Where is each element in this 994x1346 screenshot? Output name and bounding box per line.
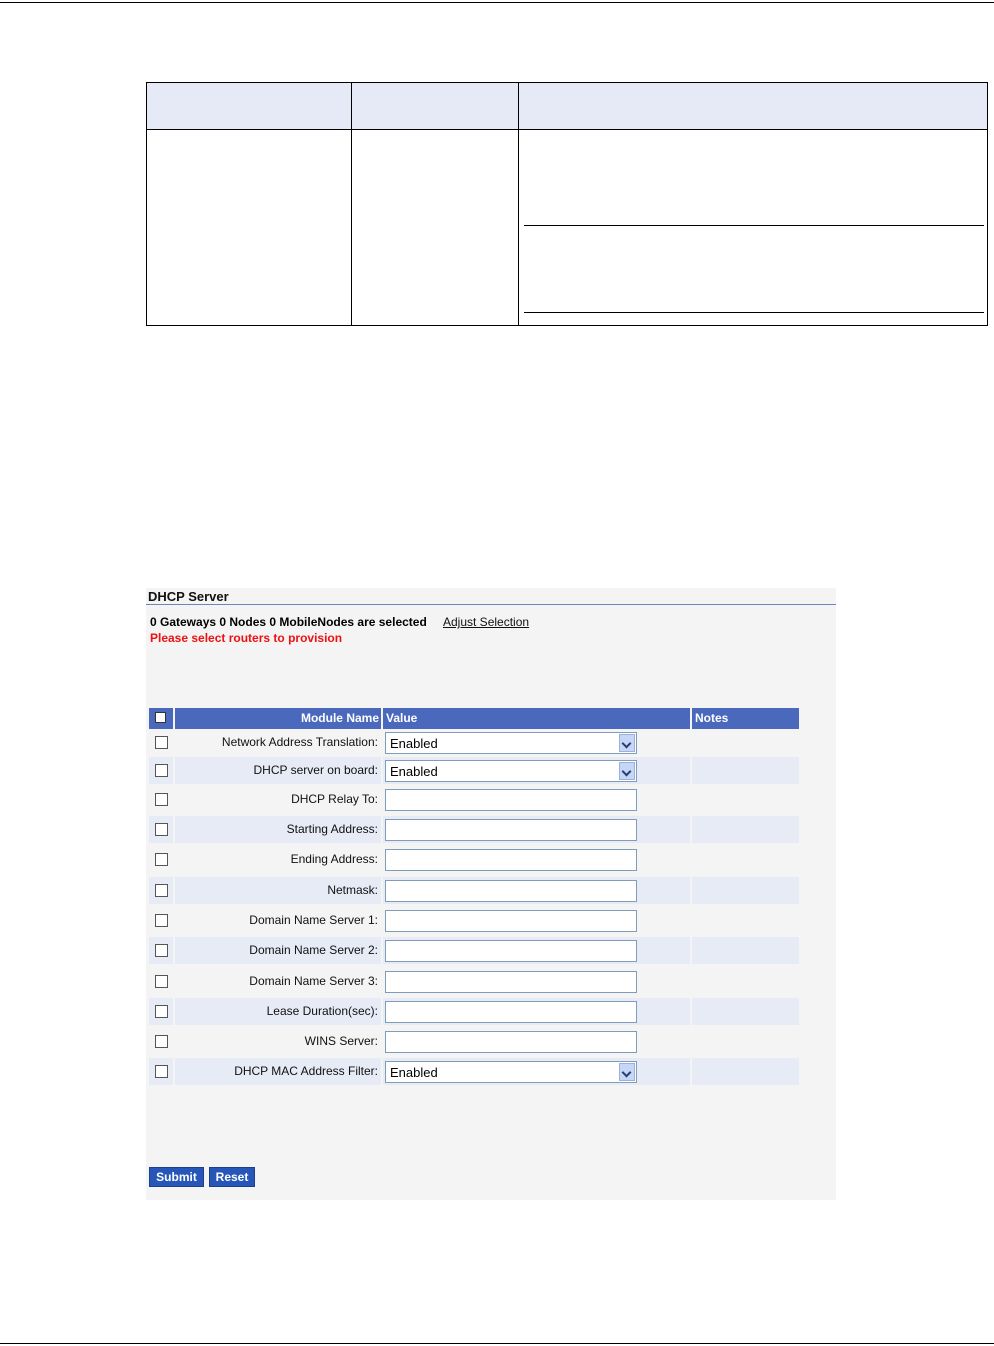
adjust-selection-link[interactable]: Adjust Selection <box>443 615 530 629</box>
value-cell <box>383 907 690 934</box>
notes-cell <box>692 846 799 873</box>
row-checkbox-cell <box>149 1058 173 1085</box>
dhcp-server-panel <box>146 588 836 1200</box>
module-label: Lease Duration(sec): <box>266 1004 378 1018</box>
value-input[interactable] <box>385 849 637 871</box>
module-label: Starting Address: <box>286 822 378 836</box>
row-checkbox[interactable] <box>155 944 168 957</box>
value-cell <box>383 757 690 784</box>
select-value: Enabled <box>390 764 438 779</box>
document-table <box>146 82 988 326</box>
row-checkbox[interactable] <box>155 823 168 836</box>
row-checkbox[interactable] <box>155 853 168 866</box>
module-name-cell <box>175 786 381 813</box>
row-checkbox-cell <box>149 968 173 995</box>
table-row <box>149 998 799 1025</box>
panel-title-rule <box>146 604 836 605</box>
module-label: Domain Name Server 3: <box>249 974 378 988</box>
value-cell <box>383 877 690 904</box>
submit-button[interactable]: Submit <box>149 1167 204 1187</box>
row-checkbox[interactable] <box>155 1005 168 1018</box>
notes-cell <box>692 729 799 756</box>
document-table-divider <box>518 83 519 325</box>
notes-cell <box>692 1058 799 1085</box>
row-checkbox[interactable] <box>155 764 168 777</box>
row-checkbox-cell <box>149 816 173 843</box>
warning-message: Please select routers to provision <box>150 631 343 645</box>
row-checkbox-cell <box>149 729 173 756</box>
module-label: Network Address Translation: <box>221 735 378 749</box>
row-checkbox[interactable] <box>155 736 168 749</box>
select-value: Enabled <box>390 736 438 751</box>
select-value: Enabled <box>390 1065 438 1080</box>
header-notes: Notes <box>692 708 799 729</box>
row-checkbox-cell <box>149 907 173 934</box>
value-cell <box>383 816 690 843</box>
notes-cell <box>692 1028 799 1055</box>
value-input[interactable] <box>385 789 637 811</box>
value-cell <box>383 846 690 873</box>
table-row <box>149 968 799 995</box>
module-label: WINS Server: <box>304 1034 378 1048</box>
table-row <box>149 729 799 756</box>
table-row <box>149 786 799 813</box>
value-cell <box>383 729 690 756</box>
value-cell <box>383 937 690 964</box>
header-checkbox-cell <box>149 708 173 729</box>
document-table-divider <box>351 83 352 325</box>
row-checkbox-cell <box>149 1028 173 1055</box>
select-all-checkbox[interactable] <box>155 712 166 723</box>
notes-cell <box>692 998 799 1025</box>
table-row <box>149 907 799 934</box>
table-row <box>149 1058 799 1085</box>
row-checkbox-cell <box>149 846 173 873</box>
value-select[interactable] <box>385 732 637 754</box>
selection-status: 0 Gateways 0 Nodes 0 MobileNodes are selected <box>150 615 427 629</box>
table-row <box>149 757 799 784</box>
row-checkbox-cell <box>149 757 173 784</box>
header-value: Value <box>383 708 690 729</box>
value-input[interactable] <box>385 1031 637 1053</box>
module-name-cell <box>175 877 381 904</box>
value-input[interactable] <box>385 940 637 962</box>
table-row <box>149 1028 799 1055</box>
page-bottom-rule <box>0 1343 994 1344</box>
notes-cell <box>692 816 799 843</box>
row-checkbox[interactable] <box>155 884 168 897</box>
chevron-down-icon[interactable] <box>619 1063 635 1081</box>
document-table-header <box>147 83 987 130</box>
value-cell <box>383 1058 690 1085</box>
table-row <box>149 877 799 904</box>
row-checkbox-cell <box>149 998 173 1025</box>
page-top-rule <box>0 2 994 3</box>
header-module-name: Module Name <box>175 708 381 729</box>
notes-cell <box>692 877 799 904</box>
module-label: DHCP Relay To: <box>291 792 378 806</box>
row-checkbox-cell <box>149 786 173 813</box>
table-row <box>149 816 799 843</box>
row-checkbox[interactable] <box>155 975 168 988</box>
module-name-cell <box>175 968 381 995</box>
module-name-cell <box>175 729 381 756</box>
notes-cell <box>692 786 799 813</box>
module-label: DHCP MAC Address Filter: <box>234 1064 378 1078</box>
row-checkbox-cell <box>149 937 173 964</box>
module-label: Domain Name Server 2: <box>249 943 378 957</box>
row-checkbox[interactable] <box>155 1065 168 1078</box>
module-name-cell <box>175 907 381 934</box>
module-name-cell <box>175 1028 381 1055</box>
module-name-cell <box>175 846 381 873</box>
module-label: Ending Address: <box>290 852 378 866</box>
module-name-cell <box>175 1058 381 1085</box>
module-name-cell <box>175 816 381 843</box>
notes-cell <box>692 968 799 995</box>
row-checkbox-cell <box>149 877 173 904</box>
value-input[interactable] <box>385 910 637 932</box>
value-select[interactable] <box>385 1061 637 1083</box>
table-row <box>149 937 799 964</box>
module-label: DHCP server on board: <box>253 763 378 777</box>
table-header <box>149 708 799 729</box>
value-input[interactable] <box>385 1001 637 1023</box>
row-checkbox[interactable] <box>155 914 168 927</box>
module-name-cell <box>175 757 381 784</box>
document-table-subrule <box>524 312 984 313</box>
module-label: Netmask: <box>327 883 378 897</box>
module-name-cell <box>175 998 381 1025</box>
notes-cell <box>692 907 799 934</box>
panel-title: DHCP Server <box>148 589 229 604</box>
value-cell <box>383 786 690 813</box>
value-cell <box>383 968 690 995</box>
notes-cell <box>692 937 799 964</box>
row-checkbox[interactable] <box>155 793 168 806</box>
chevron-down-icon[interactable] <box>619 762 635 780</box>
document-table-subrule <box>524 225 984 226</box>
notes-cell <box>692 757 799 784</box>
value-select[interactable] <box>385 760 637 782</box>
value-input[interactable] <box>385 971 637 993</box>
module-label: Domain Name Server 1: <box>249 913 378 927</box>
chevron-down-icon[interactable] <box>619 734 635 752</box>
value-input[interactable] <box>385 819 637 841</box>
table-row <box>149 846 799 873</box>
row-checkbox[interactable] <box>155 1035 168 1048</box>
value-cell <box>383 1028 690 1055</box>
value-input[interactable] <box>385 880 637 902</box>
value-cell <box>383 998 690 1025</box>
reset-button[interactable]: Reset <box>209 1167 255 1187</box>
module-name-cell <box>175 937 381 964</box>
